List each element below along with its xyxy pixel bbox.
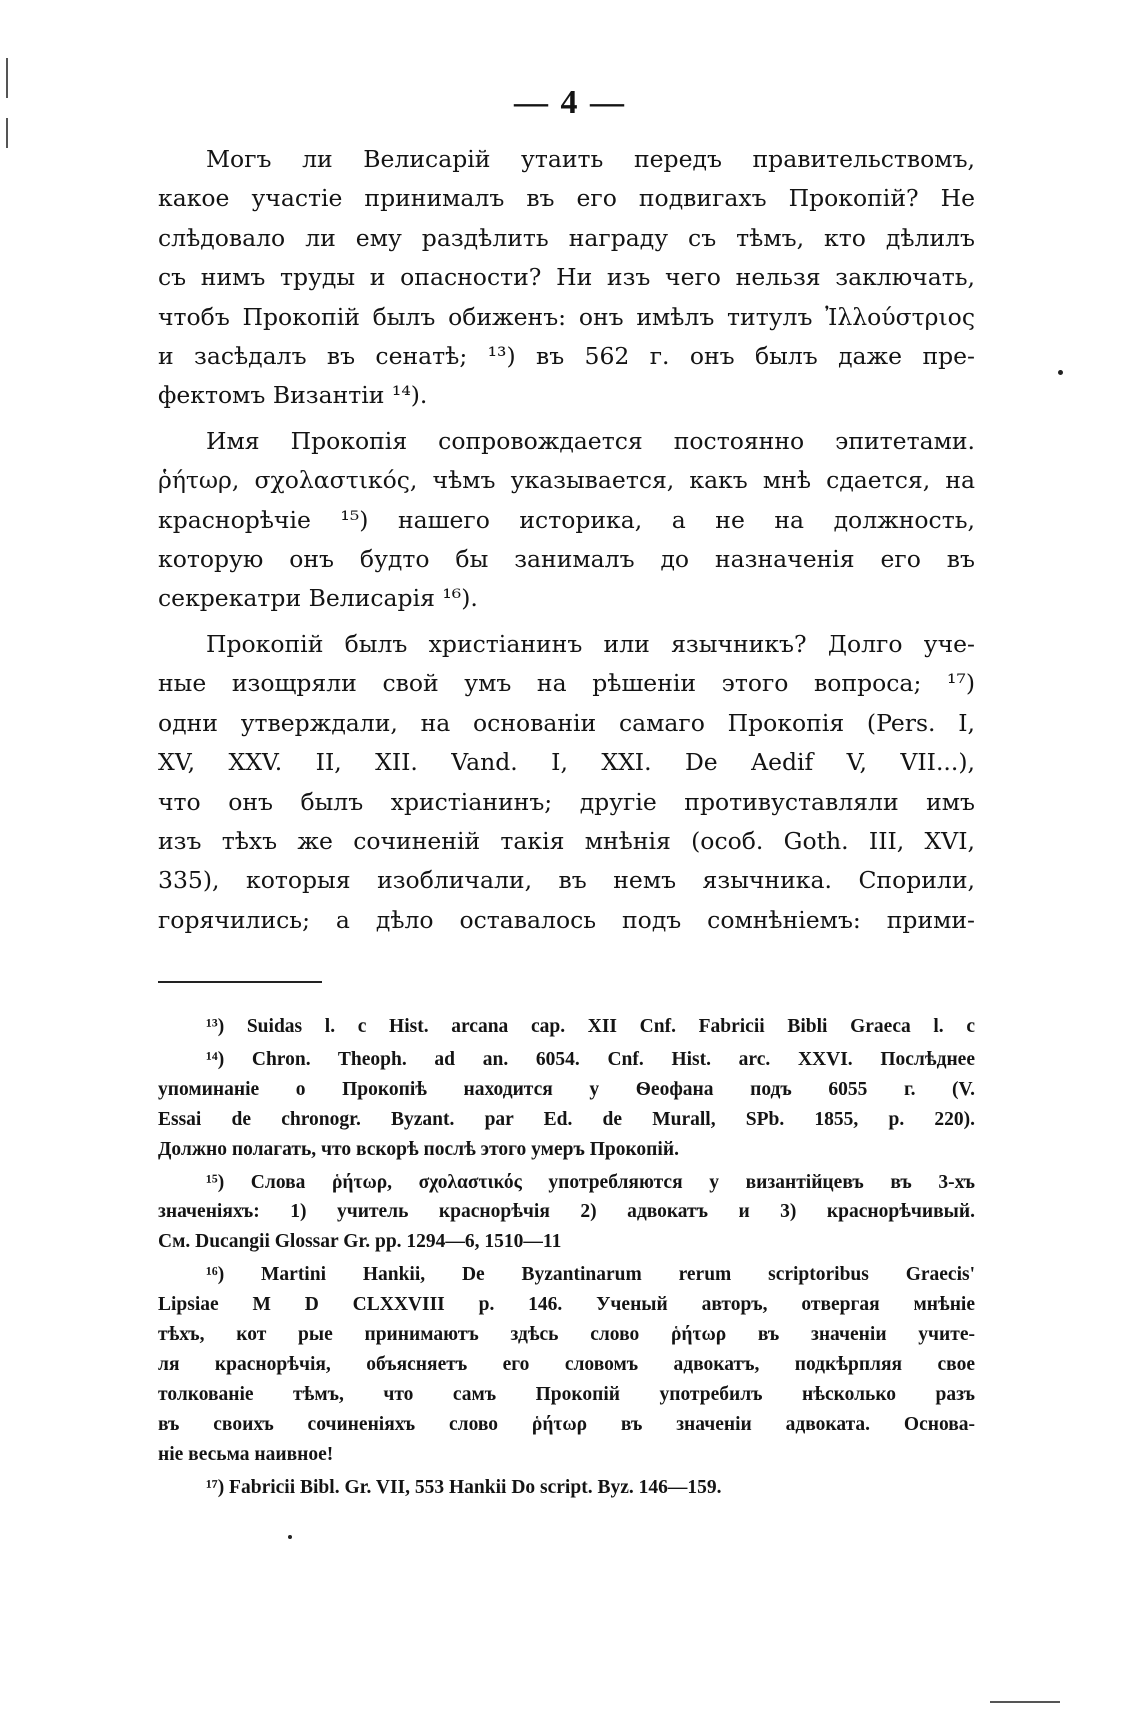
footnote-13 — [158, 1012, 975, 1042]
footnote-line: ¹³) Suidas l. c Hist. arcana cap. XII Cnf. Fabricii Bibli Graeca l. c — [206, 1016, 975, 1037]
footnote-line: въ своихъ сочиненіяхъ слово ῥήτωρ въ значеніи адвоката. Основа- — [158, 1413, 975, 1435]
footnotes — [158, 1012, 975, 1503]
paragraph-2 — [158, 422, 975, 619]
text-line: Прокопій былъ христіанинъ или язычникъ? Долго уче- — [206, 629, 975, 658]
stray-dot-bottom — [288, 1535, 292, 1539]
text-line: которую онъ будто бы занималъ до назначенія его въ — [158, 545, 975, 574]
footnote-line: ¹⁴) Chron. Theoph. ad an. 6054. Cnf. Hist. arc. XXVI. Послѣднее — [206, 1048, 975, 1070]
text-line: 335), которыя изобличали, въ немъ язычника. Спорили, — [158, 866, 975, 895]
text-line: Имя Прокопія сопровождается постоянно эпитетами. — [206, 426, 975, 455]
footnote-line: Должно полагать, что вскорѣ послѣ этого умеръ Прокопій. — [158, 1138, 679, 1160]
footnote-line: толкованіе тѣмъ, что самъ Прокопій употребилъ нѣсколько разъ — [158, 1383, 975, 1405]
footnote-line: упоминаніе о Прокопіѣ находится у Ѳеофана подъ 6055 г. (V. — [158, 1078, 975, 1100]
text-line: слѣдовало ли ему раздѣлить награду съ тѣмъ, кто дѣлилъ — [158, 223, 975, 252]
footnote-line: ¹⁵) Слова ῥήτωρ, σχολαστικός употребляются у византійцевъ въ 3-хъ — [206, 1171, 975, 1193]
text-line: краснорѣчіе ¹⁵) нашего историка, а не на должность, — [158, 505, 975, 534]
stray-dot-right — [1058, 370, 1063, 375]
paragraph-3 — [158, 625, 975, 940]
text-line: одни утверждали, на основаніи самаго Прокопія (Pers. I, — [158, 708, 975, 737]
footnote-line: ¹⁷) Fabricii Bibl. Gr. VII, 553 Hankii Do script. Byz. 146—159. — [206, 1476, 722, 1498]
text-line: ные изощряли свой умъ на рѣшеніи этого вопроса; ¹⁷) — [158, 669, 975, 698]
footnote-16 — [158, 1260, 975, 1469]
footnote-line: ля краснорѣчія, объясняетъ его словомъ адвокатъ, подкѣрпляя свое — [158, 1353, 975, 1375]
page-number: — 4 — — [514, 84, 626, 121]
scan-edge-mark-mid — [6, 118, 8, 148]
main-text — [158, 140, 975, 940]
footnote-line: значеніяхъ: 1) учитель краснорѣчія 2) адвокатъ и 3) краснорѣчивый. — [158, 1201, 975, 1223]
footnote-divider — [158, 981, 322, 983]
text-line: XV, XXV. II, XII. Vand. I, XXI. De Aedif V, VII...), — [158, 748, 975, 777]
footnote-14 — [158, 1045, 975, 1165]
footnote-line: ніе весьма наивное! — [158, 1443, 334, 1465]
text-line: ῥήτωρ, σχολαστικός, чѣмъ указывается, какъ мнѣ сдается, на — [158, 466, 975, 495]
text-line: горячились; а дѣло оставалось подъ сомнѣніемъ: прими- — [158, 905, 975, 934]
text-line: фектомъ Византіи ¹⁴). — [158, 381, 428, 410]
footnote-15 — [158, 1168, 975, 1258]
paragraph-1 — [158, 140, 975, 416]
footnote-line: См. Ducangii Glossar Gr. pp. 1294—6, 1510—11 — [158, 1231, 562, 1253]
footnote-17 — [158, 1473, 975, 1503]
footnote-line: Essai de chronogr. Byzant. par Ed. de Murall, SPb. 1855, p. 220). — [158, 1108, 975, 1130]
scan-edge-mark-bottom-right — [990, 1701, 1060, 1703]
text-line: что онъ былъ христіанинъ; другіе противуставляли имъ — [158, 787, 975, 816]
text-line: какое участіе принималъ въ его подвигахъ Прокопій? Не — [158, 184, 975, 213]
text-line: изъ тѣхъ же сочиненій такія мнѣнія (особ. Goth. III, XVI, — [158, 826, 975, 855]
footnote-line: ¹⁶) Martini Hankii, De Byzantinarum rerum scriptoribus Graecis' — [206, 1264, 975, 1286]
text-line: и засѣдалъ въ сенатѣ; ¹³) въ 562 г. онъ былъ даже пре- — [158, 342, 975, 371]
text-line: съ нимъ труды и опасности? Ни изъ чего нельзя заключать, — [158, 263, 975, 292]
text-line: чтобъ Прокопій былъ обиженъ: онъ имѣлъ титулъ Ἰλλούστριος — [158, 302, 975, 331]
footnote-line: Lipsiae M D CLXXVIII p. 146. Ученый авторъ, отвергая мнѣніе — [158, 1294, 975, 1316]
text-line: Могъ ли Велисарій утаить передъ правительствомъ, — [206, 145, 975, 173]
text-line: секрекатри Велисарія ¹⁶). — [158, 584, 478, 613]
footnote-line: тѣхъ, кот рые принимаютъ здѣсь слово ῥήτωρ въ значеніи учите- — [158, 1324, 975, 1346]
